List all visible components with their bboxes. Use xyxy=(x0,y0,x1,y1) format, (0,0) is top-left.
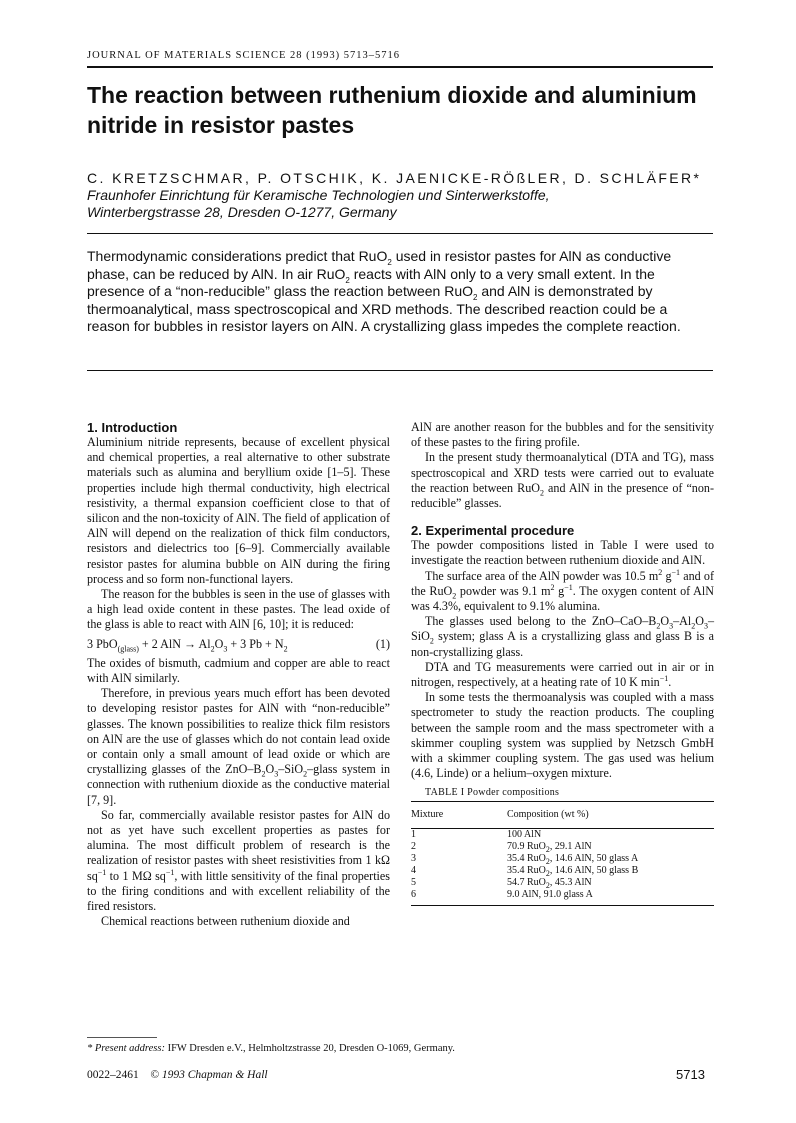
table-row xyxy=(411,865,714,877)
table-header-row xyxy=(411,802,714,828)
abstract: Thermodynamic considerations predict that RuO$_2$ used in resistor pastes for AlN as conductive phase, can be reduced by AlN. In air RuO$_2$ reacts with AlN only to a very small extent. In the presence of a “non-reducible” glass the reaction between RuO$_2$ and AlN is demonstrated by thermoanalytical, mass spectroscopical and XRD methods. The described reaction could be a reason for bubbles in resistor layers on AlN. A crystallizing glass impedes the complete reaction. xyxy=(87,248,681,335)
abstract-rule-bottom xyxy=(87,370,713,371)
table-1-caption: TABLE I Powder compositions xyxy=(425,787,560,799)
affiliation-line-1: Fraunhofer Einrichtung für Keramische Technologien und Sinterwerkstoffe, xyxy=(87,187,550,203)
page-number: 5713 xyxy=(676,1067,705,1082)
equation-1-number: (1) xyxy=(375,636,390,651)
publisher-copyright: © 1993 Chapman & Hall xyxy=(150,1069,268,1081)
experimental-paragraph-5: In some tests the thermoanalysis was coupled with a mass spectrometer to study the reaction products. The coupling between the sample room and the mass spectrometer with a skimmer coupling system was supplied by Netzsch GmbH with a skimmer coupling system. The gas used was helium (4.6, Linde) or a helium–oxygen mixture. xyxy=(411,690,714,781)
footnote-label: * Present address: xyxy=(87,1043,165,1054)
table-cell-mixture: 4 xyxy=(411,864,416,876)
table-cell-composition: 54.7 RuO$_2$, 45.3 AlN xyxy=(507,876,592,890)
table-row xyxy=(411,841,714,853)
intro-paragraph-5: So far, commercially available resistor pastes for AlN do not as yet have such excellent properties as pastes for alumina. The most difficult problem of research is the realization of resistor pastes with sheet resistivities from 1 kΩ $sq^{-1}$ to 1 MΩ $sq^{-1}$, with little sensitivity of the final properties to the firing conditions and with excellent reliability of the fired resistors. xyxy=(87,807,390,914)
table-cell-mixture: 1 xyxy=(411,828,416,840)
table-cell-composition: 70.9 RuO$_2$, 29.1 AlN xyxy=(507,840,592,854)
footer-copyright xyxy=(87,1069,268,1081)
table-header-mixture: Mixture xyxy=(411,808,444,820)
table-cell-composition: 35.4 RuO$_2$, 14.6 AlN, 50 glass A xyxy=(507,852,639,866)
table-row xyxy=(411,829,714,841)
experimental-paragraph-4: DTA and TG measurements were carried out in air or in nitrogen, respectively, at a heating rate of 10 K $\min^{-1}$. xyxy=(411,659,714,690)
intro-paragraph-4: Therefore, in previous years much effort has been devoted to developing resistor pastes for AlN with “non-reducible” glasses. The known possibilities to realize thick film resistors on AlN are the use of glasses which do not contain lead oxide or contain only a small amount of lead oxide or which are crystallizing glasses of the ZnO–$B_2O_3-SiO_2$–glass system in connection with ruthenium dioxide as the conductive material [7, 9]. xyxy=(87,686,390,807)
intro-paragraph-6: Chemical reactions between ruthenium dioxide and xyxy=(101,914,350,929)
header-rule xyxy=(87,66,713,68)
composition-table xyxy=(411,802,714,901)
abstract-rule-top xyxy=(87,233,713,234)
table-cell-mixture: 2 xyxy=(411,840,416,852)
experimental-paragraph-3: The glasses used belong to the ZnO–$CaO-B_2O_3-Al_2O_3-SiO_2$ system; glass A is a crystallizing glass and glass B is a non-crystallizing glass. xyxy=(411,614,714,659)
intro-paragraph-continued: AlN are another reason for the bubbles and for the sensitivity of these pastes to the firing profile. xyxy=(411,420,714,450)
footnote xyxy=(87,1043,455,1054)
table-cell-composition: 9.0 AlN, 91.0 glass A xyxy=(507,888,593,900)
issn-code: 0022–2461 xyxy=(87,1069,139,1081)
experimental-paragraph-1: The powder compositions listed in Table I were used to investigate the reaction between ruthenium dioxide and AlN. xyxy=(411,538,714,568)
affiliation-line-2: Winterbergstrasse 28, Dresden O-1277, Germany xyxy=(87,204,397,220)
table-cell-mixture: 5 xyxy=(411,876,416,888)
intro-paragraph-2: The reason for the bubbles is seen in the use of glasses with a high lead oxide content in these pastes. The lead oxide of the glass is able to react with AlN [6, 10]; it is reduced: xyxy=(87,587,390,632)
paper-title: The reaction between ruthenium dioxide and aluminium nitride in resistor pastes xyxy=(87,82,697,138)
equation-1-body: 3 PbO$_{(glass)}$ + 2 AlN → $Al_2O_3 + 3$ $Pb + N_2$ xyxy=(87,636,288,654)
table-1 xyxy=(411,785,714,905)
table-cell-mixture: 6 xyxy=(411,888,416,900)
footnote-rule xyxy=(87,1037,157,1038)
table-row xyxy=(411,853,714,865)
affiliation xyxy=(87,187,550,221)
experimental-paragraph-2: The surface area of the AlN powder was 10.5 $m^2$ $g^{-1}$ and of the RuO$_2$ powder was 9.1 $m^2$ $g^{-1}$. The oxygen content of AlN was 4.3%, equivalent to 9.1% alumina. xyxy=(411,567,714,614)
left-column xyxy=(87,420,390,930)
equation-1 xyxy=(87,637,390,652)
intro-paragraph-1: Aluminium nitride represents, because of excellent physical and chemical properties, a real alternative to other substrate materials such as alumina and beryllium oxide [1–5]. These properties include high thermal conductivity, high electrical resistivity, a thermal expansion coefficient close to that of silicon and the non-toxicity of AlN. The field of application of AlN will depend on the realization of thick film conductors, resistors and dielectrics too [6–9]. Commercially available resistor pastes for alumina bubble on AlN during the firing process and so form non-functional layers. xyxy=(87,435,390,586)
table-cell-composition: 35.4 RuO$_2$, 14.6 AlN, 50 glass B xyxy=(507,864,639,878)
right-column xyxy=(411,420,714,906)
table-row xyxy=(411,877,714,889)
journal-header: JOURNAL OF MATERIALS SCIENCE 28 (1993) 5713–5716 xyxy=(87,50,401,61)
intro-paragraph-final: In the present study thermoanalytical (DTA and TG), mass spectroscopical and XRD tests were carried out to evaluate the reaction between RuO$_2$ and AlN in the presence of “non-reducible” glasses. xyxy=(411,450,714,511)
table-header-composition: Composition (wt %) xyxy=(507,808,589,820)
table-cell-composition: 100 AlN xyxy=(507,828,542,840)
table-row xyxy=(411,889,714,901)
author-list: C. KRETZSCHMAR, P. OTSCHIK, K. JAENICKE-RÖßLER, D. SCHLÄFER* xyxy=(87,170,702,186)
table-cell-mixture: 3 xyxy=(411,852,416,864)
section-heading-introduction: 1. Introduction xyxy=(87,420,178,435)
footnote-text: IFW Dresden e.V., Helmholtzstrasse 20, Dresden O-1069, Germany. xyxy=(167,1043,455,1054)
section-heading-experimental: 2. Experimental procedure xyxy=(411,523,575,539)
table-rule-bottom xyxy=(411,905,714,906)
intro-paragraph-3: The oxides of bismuth, cadmium and copper are able to react with AlN similarly. xyxy=(87,655,390,686)
